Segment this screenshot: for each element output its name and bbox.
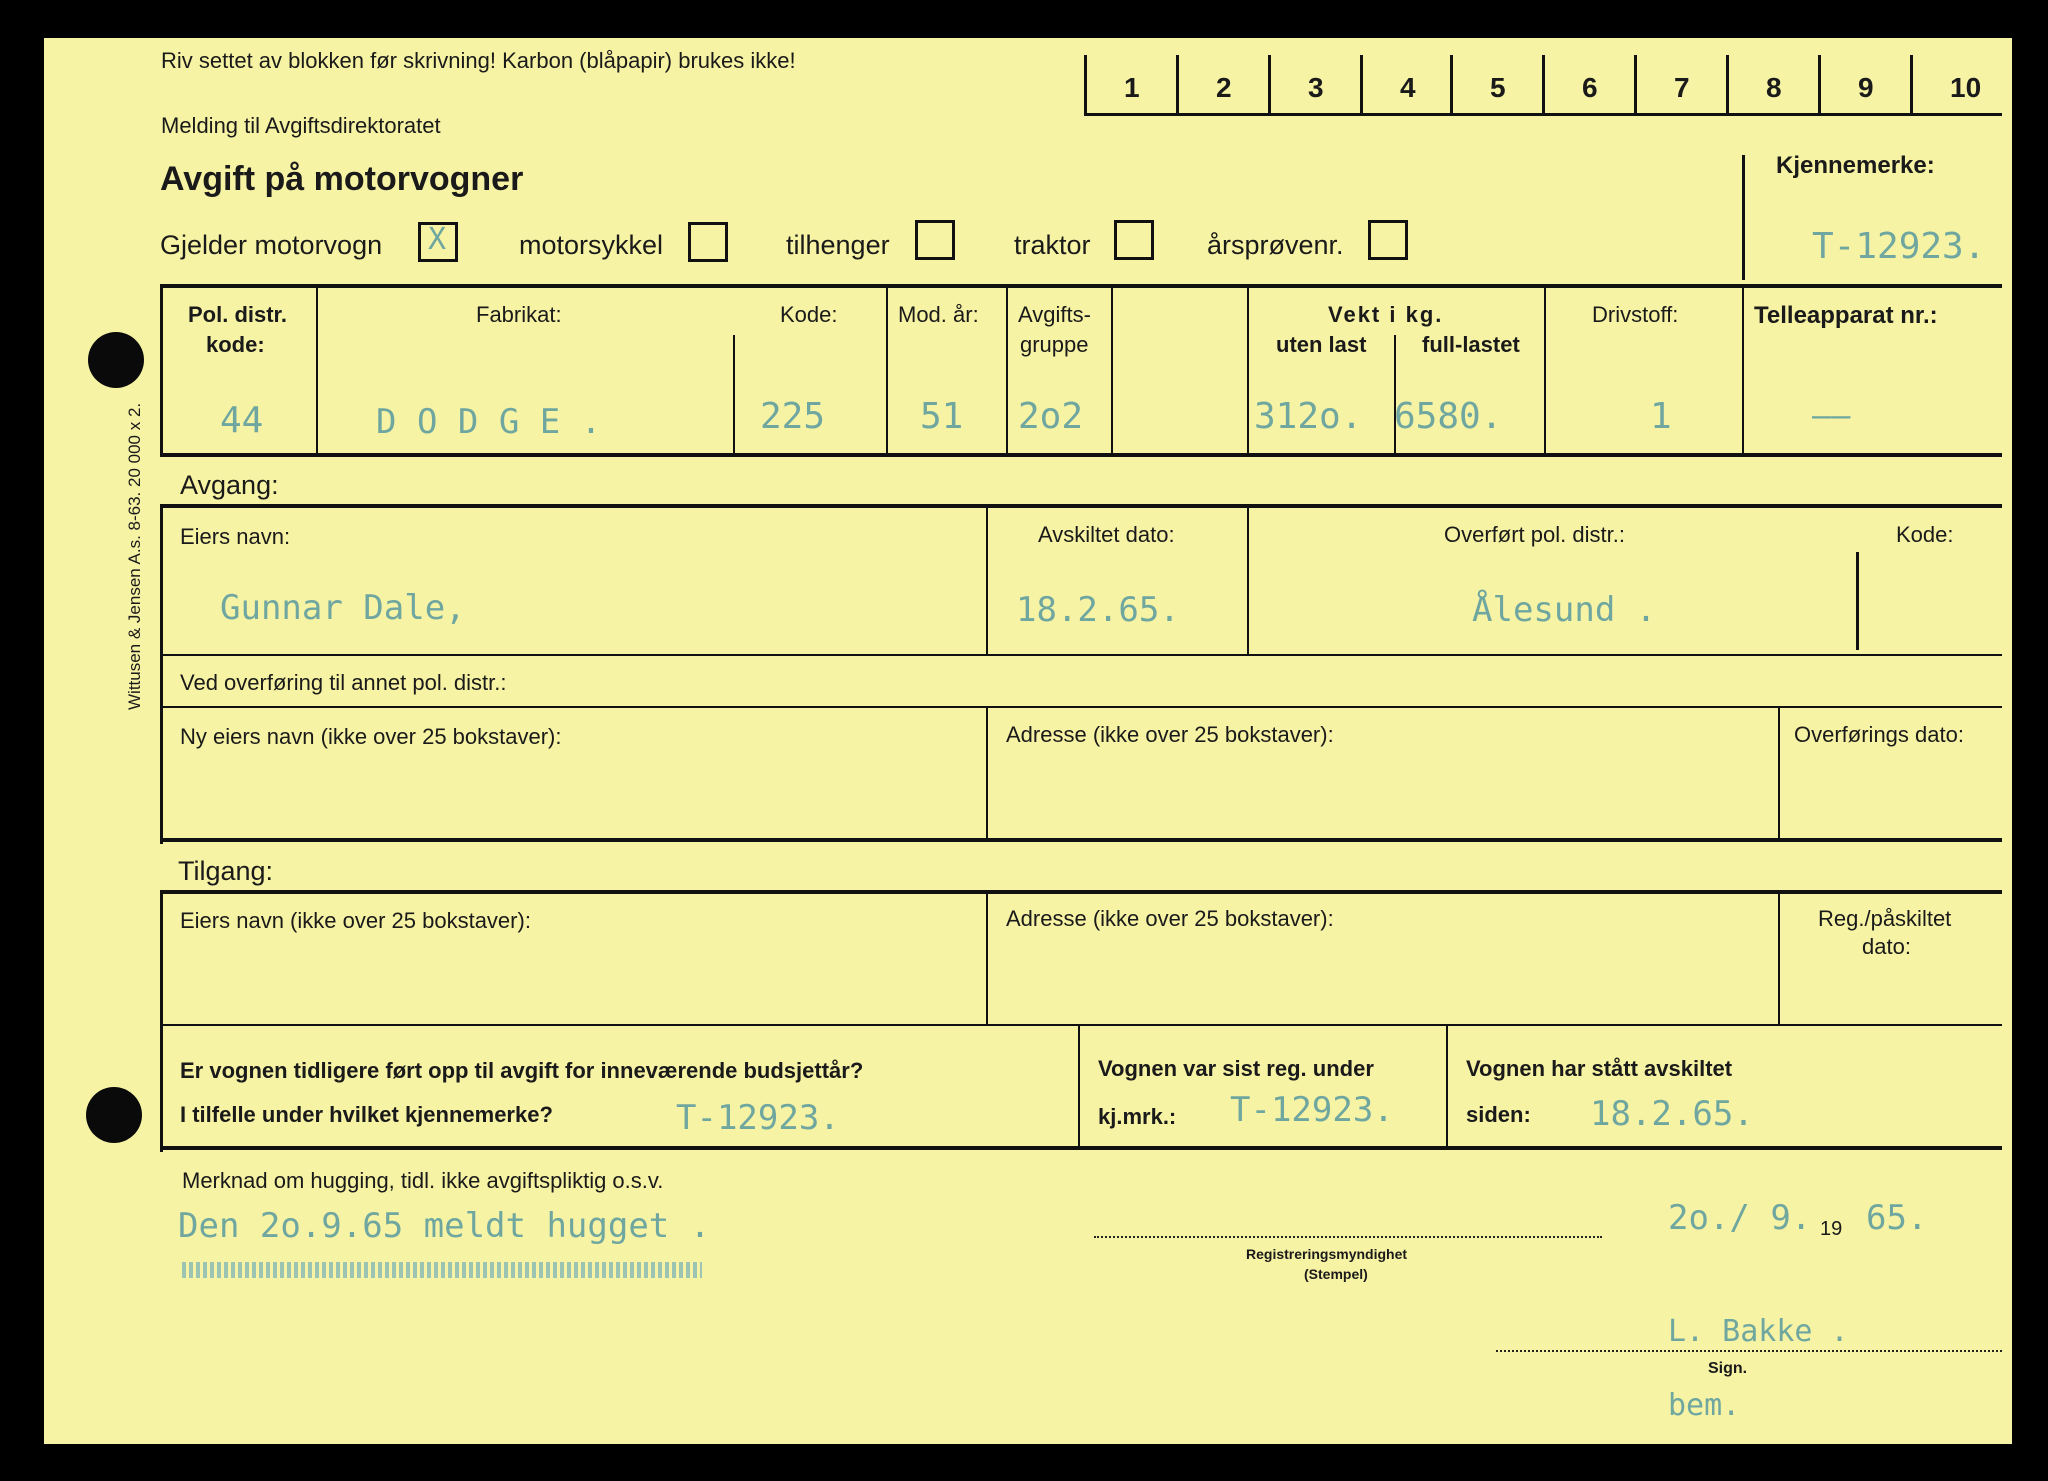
tilgang-left-border <box>160 892 163 1152</box>
date-century: 19 <box>1820 1218 1843 1240</box>
avgang-kode-label: Kode: <box>1896 522 1954 547</box>
vehicle-divider <box>1247 288 1249 455</box>
full-value: 6580. <box>1394 396 1503 437</box>
tilgang-top-rule <box>160 890 2002 894</box>
vehicle-bottom-rule <box>160 453 2002 457</box>
column-divider <box>1910 55 1913 113</box>
avskiltet-value: 18.2.65. <box>1016 590 1180 630</box>
avg-label-2: gruppe <box>1020 332 1089 357</box>
avgang-divider <box>1247 508 1249 654</box>
stamp-label-1: Registreringsmyndighet <box>1246 1246 1408 1262</box>
column-number: 7 <box>1674 72 1690 103</box>
uten-label: uten last <box>1276 332 1367 357</box>
pol-label-1: Pol. distr. <box>188 302 288 327</box>
vehicle-divider <box>886 288 888 455</box>
column-divider <box>1268 55 1271 113</box>
avgang-divider <box>986 708 988 840</box>
motorvogn-mark: X <box>428 222 447 257</box>
question-2: I tilfelle under hvilket kjennemerke? <box>180 1102 553 1127</box>
avskiltet-siden-label-1: Vognen har stått avskiltet <box>1466 1056 1733 1081</box>
merknad-label: Merknad om hugging, tidl. ikke avgiftspliktig o.s.v. <box>182 1168 664 1193</box>
column-number: 2 <box>1216 72 1232 103</box>
vehicle-divider <box>1544 288 1546 455</box>
date-year: 65. <box>1866 1198 1928 1238</box>
vehicle-top-rule <box>160 284 2002 288</box>
column-number: 1 <box>1124 72 1140 103</box>
avgang-mid-rule <box>160 654 2002 656</box>
tilgang-divider <box>986 894 988 1024</box>
avgang-divider <box>986 508 988 654</box>
drivstoff-value: 1 <box>1650 396 1672 437</box>
avgang-heading: Avgang: <box>180 470 279 500</box>
signature-line <box>1496 1350 2002 1352</box>
avg-value: 2o2 <box>1018 396 1084 437</box>
avskiltet-siden-value: 18.2.65. <box>1590 1094 1754 1134</box>
motorsykkel-checkbox[interactable] <box>688 222 728 262</box>
mod-label: Mod. år: <box>898 302 979 327</box>
tilgang-bottom-rule <box>160 1146 2002 1150</box>
ved-overforing-label: Ved overføring til annet pol. distr.: <box>180 670 507 695</box>
avgang-bottom-rule <box>160 838 2002 842</box>
question-1: Er vognen tidligere ført opp til avgift for inneværende budsjettår? <box>180 1058 864 1083</box>
reg-divider <box>1742 155 1745 280</box>
motorsykkel-label: motorsykkel <box>519 230 664 260</box>
eier-value: Gunnar Dale, <box>220 588 466 628</box>
column-number: 6 <box>1582 72 1598 103</box>
overf-dato-label: Overførings dato: <box>1794 722 1964 747</box>
tilgang-eier-label: Eiers navn (ikke over 25 bokstaver): <box>180 908 531 933</box>
signature: L. Bakke . <box>1668 1314 1849 1349</box>
avgang-divider <box>1778 708 1780 840</box>
column-number: 8 <box>1766 72 1782 103</box>
column-number: 3 <box>1308 72 1324 103</box>
tele-label: Telleapparat nr.: <box>1754 302 1938 329</box>
date-day-month: 2o./ 9. <box>1668 1198 1812 1238</box>
drivstoff-label: Drivstoff: <box>1592 302 1679 327</box>
full-label: full-lastet <box>1422 332 1520 357</box>
vehicle-divider <box>733 335 735 455</box>
form-title: Avgift på motorvogner <box>160 160 524 198</box>
printer-imprint: Wittusen & Jensen A.s. 8-63. 20 000 x 2. <box>125 402 144 710</box>
vehicle-divider <box>1742 288 1744 455</box>
vehicle-divider <box>1394 335 1396 455</box>
tilgang-reg-label-2: dato: <box>1862 934 1911 959</box>
column-number: 4 <box>1400 72 1416 103</box>
tilgang-divider <box>1778 894 1780 1024</box>
stamp-label-2: (Stempel) <box>1304 1266 1368 1282</box>
vekt-label: Vekt i kg. <box>1328 302 1444 327</box>
avgang-adresse-label: Adresse (ikke over 25 bokstaver): <box>1006 722 1334 747</box>
ny-eier-label: Ny eiers navn (ikke over 25 bokstaver): <box>180 724 562 749</box>
overfort-value: Ålesund . <box>1472 590 1657 630</box>
vehicle-divider <box>1111 288 1113 455</box>
avgang-left-border <box>160 506 163 844</box>
vehicle-divider <box>1006 288 1008 455</box>
avgang-mid-rule-2 <box>160 706 2002 708</box>
arsprove-checkbox[interactable] <box>1368 220 1408 260</box>
mod-value: 51 <box>920 396 964 437</box>
question-value: T-12923. <box>676 1098 840 1138</box>
tilgang-reg-label-1: Reg./påskiltet <box>1818 906 1952 931</box>
column-number: 9 <box>1858 72 1874 103</box>
avskiltet-label: Avskiltet dato: <box>1038 522 1175 547</box>
merknad-value: Den 2o.9.65 meldt hugget . <box>178 1206 711 1246</box>
sender-line: Melding til Avgiftsdirektoratet <box>161 113 441 138</box>
column-divider <box>1634 55 1637 113</box>
tilgang-adresse-label: Adresse (ikke over 25 bokstaver): <box>1006 906 1334 931</box>
stamp-line <box>1094 1236 1602 1238</box>
kode-label: Kode: <box>780 302 838 327</box>
fabrikat-value: D O D G E . <box>376 402 602 442</box>
uten-value: 312o. <box>1254 396 1363 437</box>
tele-value: —— <box>1812 396 1851 434</box>
pol-label-2: kode: <box>206 332 265 357</box>
vehicle-divider <box>316 288 318 455</box>
bem-text: bem. <box>1668 1388 1741 1423</box>
tilgang-divider <box>1446 1026 1448 1146</box>
punch-hole-top <box>88 332 144 388</box>
kode-value: 225 <box>760 396 826 437</box>
column-numbers-rule <box>1084 113 2002 116</box>
tilgang-mid-rule <box>160 1024 2002 1026</box>
sist-reg-label-1: Vognen var sist reg. under <box>1098 1056 1374 1081</box>
sign-label: Sign. <box>1708 1360 1748 1377</box>
column-divider <box>1726 55 1729 113</box>
vehicle-left-border <box>160 286 163 456</box>
tilgang-divider <box>1078 1026 1080 1146</box>
avgang-top-rule <box>160 504 2002 508</box>
avg-label-1: Avgifts- <box>1018 302 1091 327</box>
avgang-divider <box>1856 552 1859 650</box>
column-number: 5 <box>1490 72 1506 103</box>
tilhenger-label: tilhenger <box>786 230 890 260</box>
tilhenger-checkbox[interactable] <box>915 220 955 260</box>
punch-hole-bottom <box>86 1087 142 1143</box>
pol-value: 44 <box>220 400 264 441</box>
column-divider <box>1176 55 1179 113</box>
applies-label: Gjelder motorvogn <box>160 230 383 260</box>
column-divider <box>1084 55 1087 113</box>
reg-value: T-12923. <box>1812 226 1986 267</box>
traktor-checkbox[interactable] <box>1114 220 1154 260</box>
column-divider <box>1360 55 1363 113</box>
column-divider <box>1450 55 1453 113</box>
avskiltet-siden-label-2: siden: <box>1466 1102 1531 1127</box>
top-note: Riv settet av blokken før skrivning! Karbon (blåpapir) brukes ikke! <box>161 48 796 73</box>
arsprove-label: årsprøvenr. <box>1207 230 1344 260</box>
tilgang-heading: Tilgang: <box>178 856 274 886</box>
sist-reg-label-2: kj.mrk.: <box>1098 1104 1177 1129</box>
fabrikat-label: Fabrikat: <box>476 302 562 327</box>
traktor-label: traktor <box>1014 230 1091 260</box>
reg-label: Kjennemerke: <box>1776 152 1935 179</box>
column-divider <box>1818 55 1821 113</box>
eier-label: Eiers navn: <box>180 524 291 549</box>
column-number: 10 <box>1950 72 1982 103</box>
sist-reg-value: T-12923. <box>1230 1090 1394 1130</box>
strikethrough-mark <box>182 1262 702 1278</box>
overfort-label: Overført pol. distr.: <box>1444 522 1625 547</box>
column-divider <box>1542 55 1545 113</box>
